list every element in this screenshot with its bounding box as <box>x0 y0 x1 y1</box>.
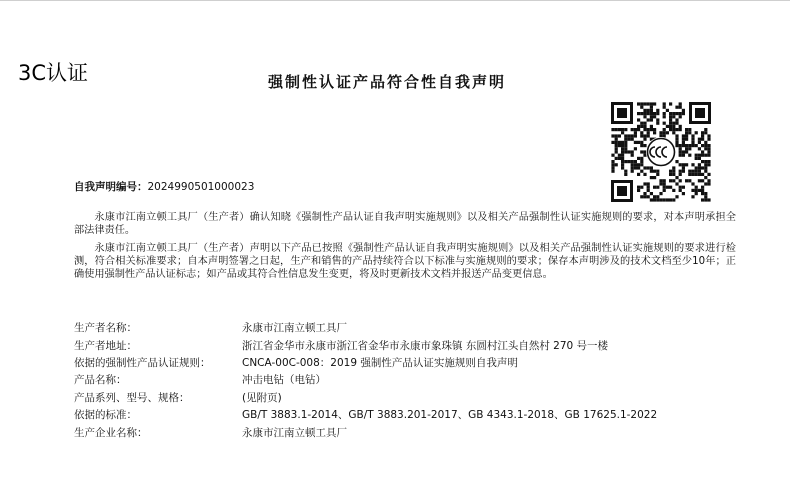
field-row-certification-rule <box>74 354 754 371</box>
field-label: 依据的标准： <box>74 409 137 422</box>
product-info-fields <box>74 319 754 441</box>
qr-code-icon <box>609 100 713 204</box>
statement-paragraph-1: 永康市江南立顿工具厂（生产者）确认知晓《强制性产品认证自我声明实施规则》以及相关产品强制性认证实施规则的要求，对本声明承担全部法律责任。 <box>74 212 736 236</box>
field-label: 产品名称： <box>74 374 127 387</box>
field-value: 冲击电钻（电钻） <box>242 374 326 387</box>
declaration-number-label: 自我声明编号： <box>74 181 148 193</box>
field-value: (见附页) <box>242 391 282 404</box>
field-value: 永康市江南立顿工具厂 <box>242 426 347 439</box>
field-value: 永康市江南立顿工具厂 <box>242 322 347 335</box>
field-row-producer-name <box>74 319 754 336</box>
field-label: 生产者地址： <box>74 339 137 352</box>
declaration-number <box>74 179 254 194</box>
document-title: 强制性认证产品符合性自我声明 <box>268 73 507 91</box>
field-row-product-name <box>74 371 754 388</box>
ccc-mark-icon <box>646 137 676 167</box>
field-row-model-spec <box>74 389 754 406</box>
field-label: 产品系列、型号、规格： <box>74 391 190 404</box>
field-row-standards <box>74 406 754 423</box>
field-row-producer-address <box>74 336 754 353</box>
field-value: CNCA-00C-008：2019 强制性产品认证实施规则自我声明 <box>242 356 518 369</box>
field-value: 浙江省金华市永康市浙江省金华市永康市象珠镇 东圆村江头自然村 270 号一楼 <box>242 339 609 352</box>
field-label: 依据的强制性产品认证规则： <box>74 356 211 369</box>
declaration-number-value: 2024990501000023 <box>147 181 255 193</box>
corner-label: 3C认证 <box>18 61 89 85</box>
field-row-manufacturer <box>74 423 754 440</box>
field-label: 生产者名称： <box>74 322 137 335</box>
field-value: GB/T 3883.1-2014、GB/T 3883.201-2017、GB 4343.1-2018、GB 17625.1-2022 <box>242 409 658 422</box>
statement-paragraph-2: 永康市江南立顿工具厂（生产者）声明以下产品已按照《强制性产品认证自我声明实施规则》以及相关产品强制性认证实施规则的要求进行检测，符合相关标准要求；自本声明签署之日起，生产和销售的产品持续符合以下标准与实施规则的要求；保存本声明涉及的技术文档至少10年；正确使用强制性产品认证标志；如产品或其符合性信息发生变更，将及时更新技术文档并报送产品变更信息。 <box>74 243 736 280</box>
field-label: 生产企业名称： <box>74 426 148 439</box>
